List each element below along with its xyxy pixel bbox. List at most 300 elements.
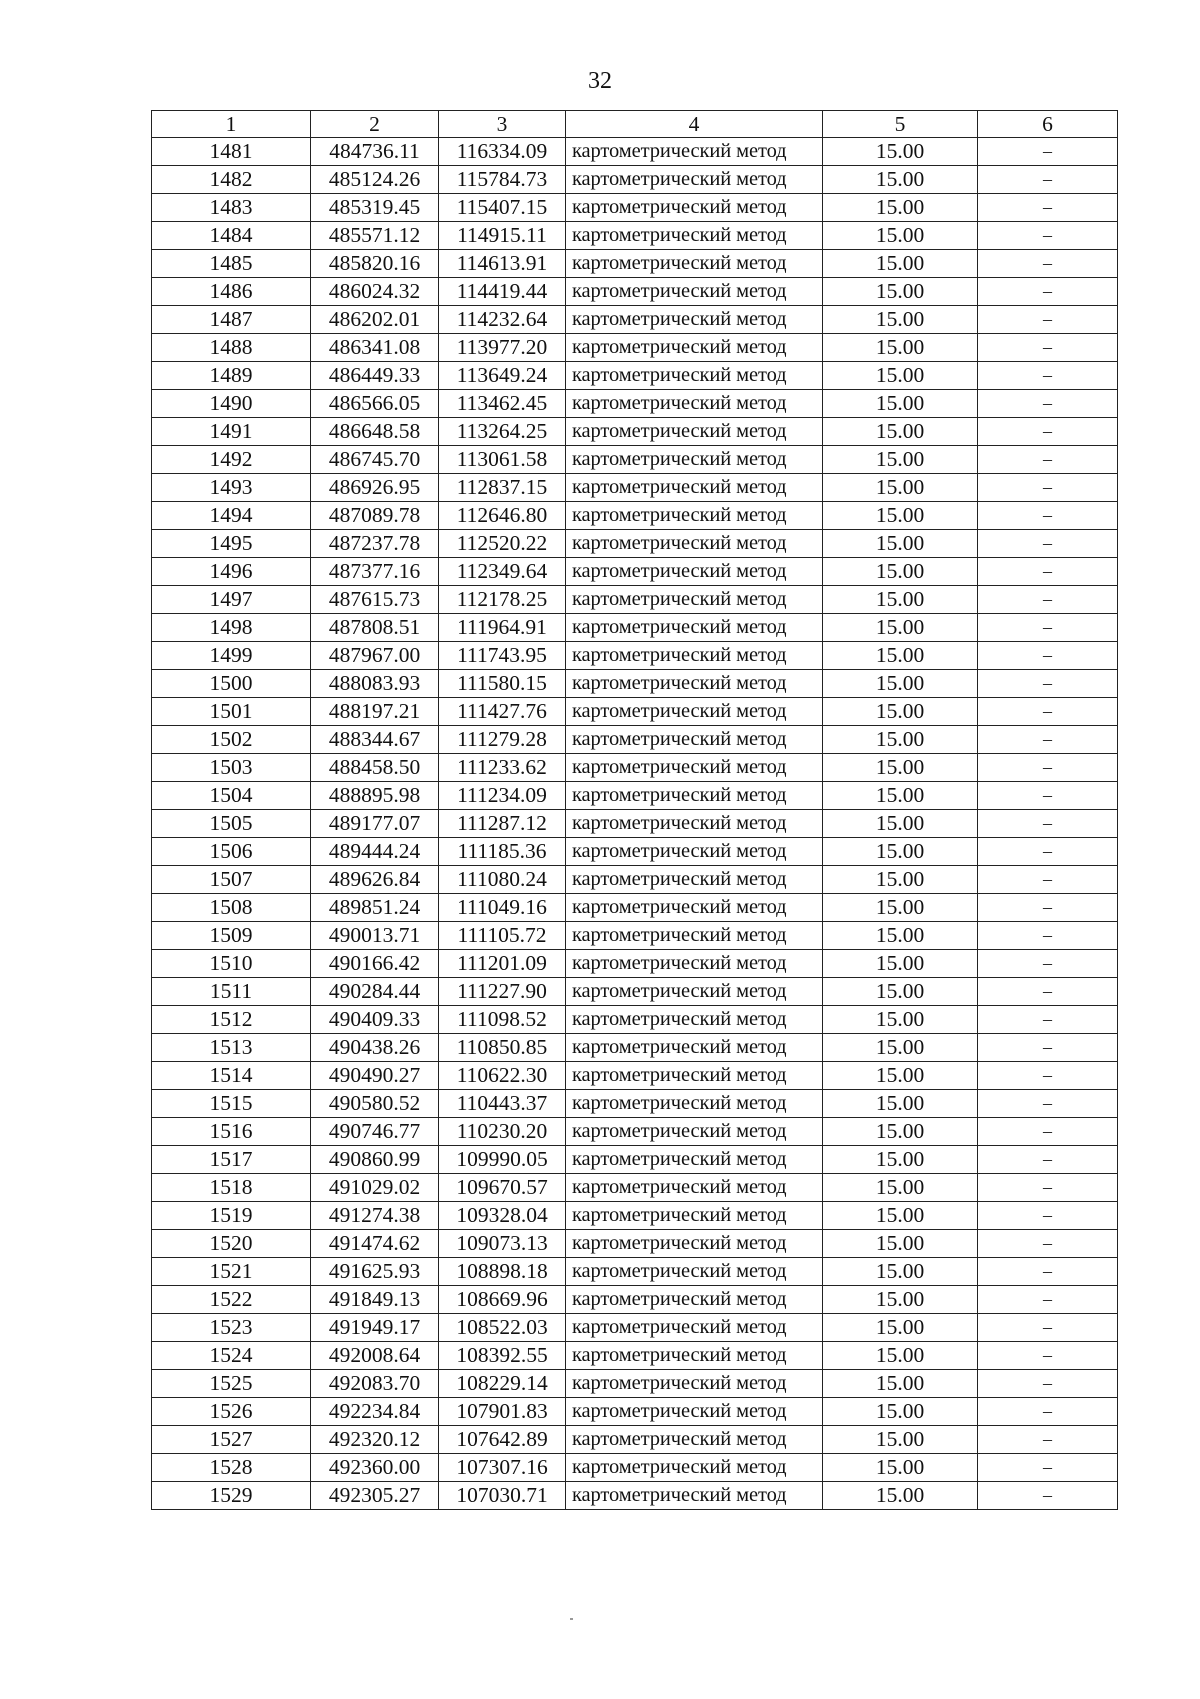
column-header-3: 3	[439, 111, 566, 138]
point-number-cell: 1523	[152, 1314, 311, 1342]
y-coordinate-cell: 113649.24	[439, 362, 566, 390]
y-coordinate-cell: 110622.30	[439, 1062, 566, 1090]
description-cell: –	[978, 922, 1118, 950]
x-coordinate-cell: 486648.58	[311, 418, 439, 446]
method-cell: картометрический метод	[566, 138, 823, 166]
description-cell: –	[978, 1286, 1118, 1314]
y-coordinate-cell: 109990.05	[439, 1146, 566, 1174]
table-row	[152, 1230, 1118, 1258]
point-number-cell: 1512	[152, 1006, 311, 1034]
y-coordinate-cell: 107307.16	[439, 1454, 566, 1482]
description-cell: –	[978, 222, 1118, 250]
y-coordinate-cell: 111287.12	[439, 810, 566, 838]
point-number-cell: 1514	[152, 1062, 311, 1090]
x-coordinate-cell: 486745.70	[311, 446, 439, 474]
x-coordinate-cell: 487615.73	[311, 586, 439, 614]
accuracy-cell: 15.00	[823, 922, 978, 950]
method-cell: картометрический метод	[566, 586, 823, 614]
accuracy-cell: 15.00	[823, 278, 978, 306]
table-row	[152, 1202, 1118, 1230]
description-cell: –	[978, 194, 1118, 222]
point-number-cell: 1489	[152, 362, 311, 390]
method-cell: картометрический метод	[566, 558, 823, 586]
point-number-cell: 1522	[152, 1286, 311, 1314]
table-row	[152, 306, 1118, 334]
accuracy-cell: 15.00	[823, 362, 978, 390]
y-coordinate-cell: 108669.96	[439, 1286, 566, 1314]
y-coordinate-cell: 113977.20	[439, 334, 566, 362]
table-row	[152, 1398, 1118, 1426]
point-number-cell: 1481	[152, 138, 311, 166]
point-number-cell: 1527	[152, 1426, 311, 1454]
x-coordinate-cell: 490284.44	[311, 978, 439, 1006]
x-coordinate-cell: 487967.00	[311, 642, 439, 670]
y-coordinate-cell: 111185.36	[439, 838, 566, 866]
table-row	[152, 418, 1118, 446]
table-row	[152, 1258, 1118, 1286]
y-coordinate-cell: 111580.15	[439, 670, 566, 698]
table-row	[152, 250, 1118, 278]
point-number-cell: 1497	[152, 586, 311, 614]
method-cell: картометрический метод	[566, 390, 823, 418]
x-coordinate-cell: 490438.26	[311, 1034, 439, 1062]
table-row	[152, 838, 1118, 866]
method-cell: картометрический метод	[566, 950, 823, 978]
table-row	[152, 586, 1118, 614]
method-cell: картометрический метод	[566, 1146, 823, 1174]
x-coordinate-cell: 486341.08	[311, 334, 439, 362]
method-cell: картометрический метод	[566, 1398, 823, 1426]
point-number-cell: 1507	[152, 866, 311, 894]
point-number-cell: 1492	[152, 446, 311, 474]
table-row	[152, 1006, 1118, 1034]
x-coordinate-cell: 488083.93	[311, 670, 439, 698]
method-cell: картометрический метод	[566, 1370, 823, 1398]
point-number-cell: 1499	[152, 642, 311, 670]
table-row	[152, 1090, 1118, 1118]
point-number-cell: 1513	[152, 1034, 311, 1062]
method-cell: картометрический метод	[566, 530, 823, 558]
point-number-cell: 1517	[152, 1146, 311, 1174]
y-coordinate-cell: 113462.45	[439, 390, 566, 418]
column-header-1: 1	[152, 111, 311, 138]
method-cell: картометрический метод	[566, 362, 823, 390]
table-row	[152, 810, 1118, 838]
y-coordinate-cell: 110230.20	[439, 1118, 566, 1146]
description-cell: –	[978, 1482, 1118, 1510]
y-coordinate-cell: 107901.83	[439, 1398, 566, 1426]
coordinates-table	[151, 110, 1118, 1510]
x-coordinate-cell: 489851.24	[311, 894, 439, 922]
method-cell: картометрический метод	[566, 1174, 823, 1202]
table-row	[152, 614, 1118, 642]
accuracy-cell: 15.00	[823, 782, 978, 810]
accuracy-cell: 15.00	[823, 810, 978, 838]
x-coordinate-cell: 485124.26	[311, 166, 439, 194]
accuracy-cell: 15.00	[823, 1202, 978, 1230]
x-coordinate-cell: 490746.77	[311, 1118, 439, 1146]
y-coordinate-cell: 113264.25	[439, 418, 566, 446]
method-cell: картометрический метод	[566, 166, 823, 194]
method-cell: картометрический метод	[566, 1286, 823, 1314]
point-number-cell: 1498	[152, 614, 311, 642]
accuracy-cell: 15.00	[823, 1006, 978, 1034]
accuracy-cell: 15.00	[823, 1426, 978, 1454]
accuracy-cell: 15.00	[823, 1118, 978, 1146]
point-number-cell: 1525	[152, 1370, 311, 1398]
method-cell: картометрический метод	[566, 334, 823, 362]
point-number-cell: 1482	[152, 166, 311, 194]
description-cell: –	[978, 614, 1118, 642]
table-row	[152, 558, 1118, 586]
table-row	[152, 390, 1118, 418]
method-cell: картометрический метод	[566, 1202, 823, 1230]
accuracy-cell: 15.00	[823, 838, 978, 866]
point-number-cell: 1510	[152, 950, 311, 978]
method-cell: картометрический метод	[566, 922, 823, 950]
method-cell: картометрический метод	[566, 698, 823, 726]
y-coordinate-cell: 114419.44	[439, 278, 566, 306]
table-row	[152, 1062, 1118, 1090]
x-coordinate-cell: 486566.05	[311, 390, 439, 418]
description-cell: –	[978, 250, 1118, 278]
method-cell: картометрический метод	[566, 838, 823, 866]
column-header-4: 4	[566, 111, 823, 138]
point-number-cell: 1484	[152, 222, 311, 250]
method-cell: картометрический метод	[566, 978, 823, 1006]
description-cell: –	[978, 138, 1118, 166]
x-coordinate-cell: 492320.12	[311, 1426, 439, 1454]
point-number-cell: 1487	[152, 306, 311, 334]
x-coordinate-cell: 490490.27	[311, 1062, 439, 1090]
x-coordinate-cell: 486202.01	[311, 306, 439, 334]
table-row	[152, 894, 1118, 922]
point-number-cell: 1486	[152, 278, 311, 306]
accuracy-cell: 15.00	[823, 502, 978, 530]
x-coordinate-cell: 484736.11	[311, 138, 439, 166]
point-number-cell: 1495	[152, 530, 311, 558]
description-cell: –	[978, 670, 1118, 698]
method-cell: картометрический метод	[566, 670, 823, 698]
y-coordinate-cell: 109328.04	[439, 1202, 566, 1230]
method-cell: картометрический метод	[566, 1230, 823, 1258]
point-number-cell: 1483	[152, 194, 311, 222]
description-cell: –	[978, 502, 1118, 530]
point-number-cell: 1494	[152, 502, 311, 530]
description-cell: –	[978, 894, 1118, 922]
table-row	[152, 474, 1118, 502]
accuracy-cell: 15.00	[823, 1314, 978, 1342]
x-coordinate-cell: 485820.16	[311, 250, 439, 278]
description-cell: –	[978, 1062, 1118, 1090]
table-row	[152, 1286, 1118, 1314]
table-header	[152, 111, 1118, 138]
x-coordinate-cell: 489626.84	[311, 866, 439, 894]
point-number-cell: 1504	[152, 782, 311, 810]
y-coordinate-cell: 112178.25	[439, 586, 566, 614]
description-cell: –	[978, 166, 1118, 194]
accuracy-cell: 15.00	[823, 166, 978, 194]
point-number-cell: 1503	[152, 754, 311, 782]
x-coordinate-cell: 487377.16	[311, 558, 439, 586]
x-coordinate-cell: 486926.95	[311, 474, 439, 502]
point-number-cell: 1526	[152, 1398, 311, 1426]
description-cell: –	[978, 278, 1118, 306]
table-row	[152, 1146, 1118, 1174]
table-row	[152, 446, 1118, 474]
accuracy-cell: 15.00	[823, 250, 978, 278]
method-cell: картометрический метод	[566, 1342, 823, 1370]
x-coordinate-cell: 490166.42	[311, 950, 439, 978]
method-cell: картометрический метод	[566, 250, 823, 278]
column-header-6: 6	[978, 111, 1118, 138]
method-cell: картометрический метод	[566, 194, 823, 222]
scan-speck	[570, 1618, 573, 1620]
description-cell: –	[978, 1342, 1118, 1370]
y-coordinate-cell: 112520.22	[439, 530, 566, 558]
table-row	[152, 138, 1118, 166]
table-row	[152, 278, 1118, 306]
table-row	[152, 1342, 1118, 1370]
accuracy-cell: 15.00	[823, 446, 978, 474]
table-row	[152, 698, 1118, 726]
table-row	[152, 642, 1118, 670]
accuracy-cell: 15.00	[823, 530, 978, 558]
description-cell: –	[978, 530, 1118, 558]
y-coordinate-cell: 108229.14	[439, 1370, 566, 1398]
accuracy-cell: 15.00	[823, 1230, 978, 1258]
table-row	[152, 530, 1118, 558]
point-number-cell: 1508	[152, 894, 311, 922]
point-number-cell: 1491	[152, 418, 311, 446]
x-coordinate-cell: 491625.93	[311, 1258, 439, 1286]
description-cell: –	[978, 698, 1118, 726]
method-cell: картометрический метод	[566, 1118, 823, 1146]
table-row	[152, 1482, 1118, 1510]
x-coordinate-cell: 489177.07	[311, 810, 439, 838]
method-cell: картометрический метод	[566, 782, 823, 810]
method-cell: картометрический метод	[566, 1258, 823, 1286]
table-row	[152, 1314, 1118, 1342]
table-row	[152, 1370, 1118, 1398]
description-cell: –	[978, 474, 1118, 502]
accuracy-cell: 15.00	[823, 726, 978, 754]
accuracy-cell: 15.00	[823, 642, 978, 670]
point-number-cell: 1501	[152, 698, 311, 726]
description-cell: –	[978, 978, 1118, 1006]
x-coordinate-cell: 487237.78	[311, 530, 439, 558]
accuracy-cell: 15.00	[823, 754, 978, 782]
table-row	[152, 754, 1118, 782]
y-coordinate-cell: 111743.95	[439, 642, 566, 670]
y-coordinate-cell: 111234.09	[439, 782, 566, 810]
x-coordinate-cell: 486024.32	[311, 278, 439, 306]
accuracy-cell: 15.00	[823, 586, 978, 614]
x-coordinate-cell: 487089.78	[311, 502, 439, 530]
description-cell: –	[978, 1146, 1118, 1174]
x-coordinate-cell: 490409.33	[311, 1006, 439, 1034]
description-cell: –	[978, 1034, 1118, 1062]
accuracy-cell: 15.00	[823, 306, 978, 334]
description-cell: –	[978, 866, 1118, 894]
description-cell: –	[978, 810, 1118, 838]
x-coordinate-cell: 490860.99	[311, 1146, 439, 1174]
method-cell: картометрический метод	[566, 894, 823, 922]
y-coordinate-cell: 115407.15	[439, 194, 566, 222]
x-coordinate-cell: 492083.70	[311, 1370, 439, 1398]
method-cell: картометрический метод	[566, 1062, 823, 1090]
accuracy-cell: 15.00	[823, 1062, 978, 1090]
table-row	[152, 334, 1118, 362]
x-coordinate-cell: 491949.17	[311, 1314, 439, 1342]
x-coordinate-cell: 488895.98	[311, 782, 439, 810]
table-row	[152, 166, 1118, 194]
accuracy-cell: 15.00	[823, 418, 978, 446]
y-coordinate-cell: 111049.16	[439, 894, 566, 922]
description-cell: –	[978, 1090, 1118, 1118]
point-number-cell: 1529	[152, 1482, 311, 1510]
accuracy-cell: 15.00	[823, 1034, 978, 1062]
table-row	[152, 502, 1118, 530]
y-coordinate-cell: 111227.90	[439, 978, 566, 1006]
accuracy-cell: 15.00	[823, 1370, 978, 1398]
accuracy-cell: 15.00	[823, 1174, 978, 1202]
description-cell: –	[978, 838, 1118, 866]
accuracy-cell: 15.00	[823, 474, 978, 502]
y-coordinate-cell: 108392.55	[439, 1342, 566, 1370]
description-cell: –	[978, 1006, 1118, 1034]
y-coordinate-cell: 111233.62	[439, 754, 566, 782]
x-coordinate-cell: 488344.67	[311, 726, 439, 754]
accuracy-cell: 15.00	[823, 614, 978, 642]
table-row	[152, 726, 1118, 754]
table-row	[152, 782, 1118, 810]
description-cell: –	[978, 1314, 1118, 1342]
point-number-cell: 1524	[152, 1342, 311, 1370]
description-cell: –	[978, 1258, 1118, 1286]
y-coordinate-cell: 110443.37	[439, 1090, 566, 1118]
y-coordinate-cell: 108522.03	[439, 1314, 566, 1342]
x-coordinate-cell: 487808.51	[311, 614, 439, 642]
description-cell: –	[978, 1174, 1118, 1202]
point-number-cell: 1502	[152, 726, 311, 754]
y-coordinate-cell: 107030.71	[439, 1482, 566, 1510]
accuracy-cell: 15.00	[823, 1146, 978, 1174]
description-cell: –	[978, 1370, 1118, 1398]
point-number-cell: 1516	[152, 1118, 311, 1146]
x-coordinate-cell: 491029.02	[311, 1174, 439, 1202]
x-coordinate-cell: 491274.38	[311, 1202, 439, 1230]
accuracy-cell: 15.00	[823, 698, 978, 726]
method-cell: картометрический метод	[566, 1314, 823, 1342]
accuracy-cell: 15.00	[823, 866, 978, 894]
description-cell: –	[978, 1202, 1118, 1230]
description-cell: –	[978, 1454, 1118, 1482]
point-number-cell: 1518	[152, 1174, 311, 1202]
point-number-cell: 1493	[152, 474, 311, 502]
y-coordinate-cell: 111105.72	[439, 922, 566, 950]
y-coordinate-cell: 111201.09	[439, 950, 566, 978]
table-row	[152, 194, 1118, 222]
method-cell: картометрический метод	[566, 278, 823, 306]
y-coordinate-cell: 111427.76	[439, 698, 566, 726]
point-number-cell: 1500	[152, 670, 311, 698]
x-coordinate-cell: 492305.27	[311, 1482, 439, 1510]
x-coordinate-cell: 492360.00	[311, 1454, 439, 1482]
table-row	[152, 222, 1118, 250]
point-number-cell: 1521	[152, 1258, 311, 1286]
table-row	[152, 1118, 1118, 1146]
method-cell: картометрический метод	[566, 642, 823, 670]
x-coordinate-cell: 490580.52	[311, 1090, 439, 1118]
header-row	[152, 111, 1118, 138]
accuracy-cell: 15.00	[823, 222, 978, 250]
description-cell: –	[978, 362, 1118, 390]
description-cell: –	[978, 446, 1118, 474]
y-coordinate-cell: 112646.80	[439, 502, 566, 530]
description-cell: –	[978, 1426, 1118, 1454]
x-coordinate-cell: 490013.71	[311, 922, 439, 950]
point-number-cell: 1505	[152, 810, 311, 838]
accuracy-cell: 15.00	[823, 334, 978, 362]
method-cell: картометрический метод	[566, 418, 823, 446]
accuracy-cell: 15.00	[823, 978, 978, 1006]
table-row	[152, 1034, 1118, 1062]
method-cell: картометрический метод	[566, 754, 823, 782]
accuracy-cell: 15.00	[823, 1398, 978, 1426]
table-row	[152, 362, 1118, 390]
x-coordinate-cell: 488458.50	[311, 754, 439, 782]
accuracy-cell: 15.00	[823, 138, 978, 166]
column-header-5: 5	[823, 111, 978, 138]
y-coordinate-cell: 111080.24	[439, 866, 566, 894]
y-coordinate-cell: 114232.64	[439, 306, 566, 334]
x-coordinate-cell: 491849.13	[311, 1286, 439, 1314]
table-row	[152, 1426, 1118, 1454]
table-row	[152, 670, 1118, 698]
accuracy-cell: 15.00	[823, 1342, 978, 1370]
description-cell: –	[978, 586, 1118, 614]
table-row	[152, 922, 1118, 950]
y-coordinate-cell: 111098.52	[439, 1006, 566, 1034]
x-coordinate-cell: 488197.21	[311, 698, 439, 726]
accuracy-cell: 15.00	[823, 1454, 978, 1482]
method-cell: картометрический метод	[566, 474, 823, 502]
point-number-cell: 1509	[152, 922, 311, 950]
y-coordinate-cell: 107642.89	[439, 1426, 566, 1454]
point-number-cell: 1506	[152, 838, 311, 866]
accuracy-cell: 15.00	[823, 950, 978, 978]
description-cell: –	[978, 950, 1118, 978]
accuracy-cell: 15.00	[823, 1482, 978, 1510]
y-coordinate-cell: 111964.91	[439, 614, 566, 642]
x-coordinate-cell: 485571.12	[311, 222, 439, 250]
method-cell: картометрический метод	[566, 614, 823, 642]
method-cell: картометрический метод	[566, 1006, 823, 1034]
description-cell: –	[978, 558, 1118, 586]
description-cell: –	[978, 390, 1118, 418]
point-number-cell: 1515	[152, 1090, 311, 1118]
method-cell: картометрический метод	[566, 502, 823, 530]
y-coordinate-cell: 114613.91	[439, 250, 566, 278]
table-body	[152, 138, 1118, 1510]
accuracy-cell: 15.00	[823, 1286, 978, 1314]
description-cell: –	[978, 1230, 1118, 1258]
description-cell: –	[978, 642, 1118, 670]
method-cell: картометрический метод	[566, 1034, 823, 1062]
point-number-cell: 1490	[152, 390, 311, 418]
table-row	[152, 1174, 1118, 1202]
